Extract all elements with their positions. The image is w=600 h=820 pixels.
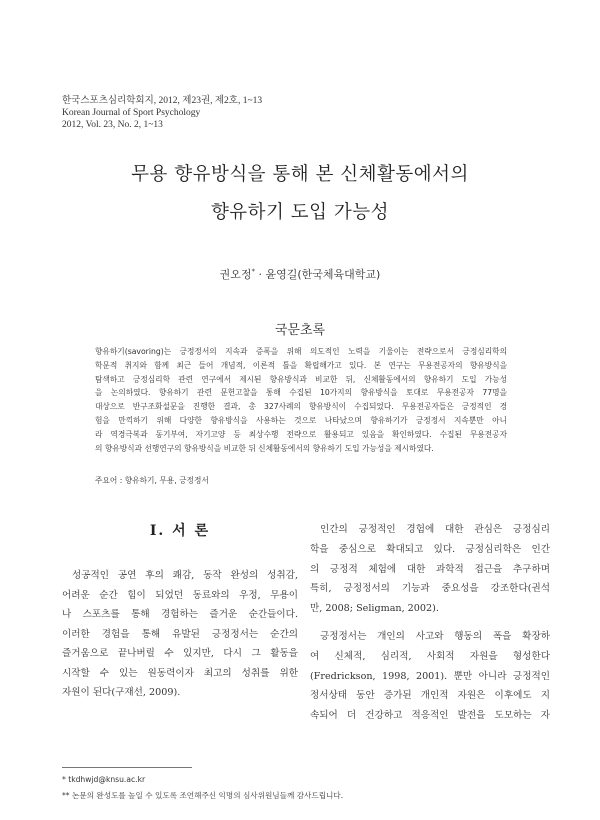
abstract-line: 탐색하고 긍정심리학 관련 연구에서 제시된 향유방식과 비교한 뒤, 신체활동에서의 향유하기 도입 가능성 [95,374,507,384]
author-2: · 윤영길(한국체육대학교) [255,268,381,281]
body-line: 만, 2008; Seligman, 2002). [310,603,439,615]
right-column-text [310,520,550,726]
section-heading-introduction: I. 서 론 [149,523,211,539]
abstract-body [95,345,507,455]
abstract-line: 을 논의하였다. 향유하기 관련 문헌고찰을 통해 수집된 10가지의 향유방식을 토대로 무용전공자 77명을 [95,388,507,398]
body-line: 나 스포츠를 통해 경험하는 즐거운 순간들이다. [62,609,298,620]
journal-line-korean: 한국스포츠심리학회지, 2012, 제23권, 제2호, 1~13 [62,96,263,106]
journal-line-english: Korean Journal of Sport Psychology [62,108,201,118]
abstract-line: 라 역경극복과 동기부여, 자기고양 등 최상수행 전략으로 활용되고 있음을 확인하였다. 수집된 무용전공자 [95,429,507,439]
abstract-line: 험을 만끽하기 위해 다양한 향유방식을 사용하는 것으로 나타났으며 향유하기가 긍정정서 지속뿐만 아니 [95,415,507,425]
paragraph-gap [310,619,550,627]
footnote-email: * tkdhwjd@knsu.ac.kr [62,775,146,784]
author-footnote-mark: * [251,267,256,276]
journal-info [62,95,262,131]
abstract-line: 의 향유방식과 선행연구의 향유방식을 비교한 뒤 신체활동에서의 향유하기 도입 가능성을 제시하였다. [95,443,434,453]
body-line: 이러한 경험을 통해 유발된 긍정정서는 순간의 [62,628,298,640]
journal-line-volume: 2012, Vol. 23, No. 2, 1~13 [62,120,163,130]
body-line: 자원이 된다(구재선, 2009). [62,687,181,698]
body-line: 속되어 더 건강하고 적응적인 발전을 도모하는 자 [310,710,550,722]
paper-title-line-2: 향유하기 도입 가능성 [210,202,390,223]
body-line: 어려운 순간 힘이 되었던 동료와의 우정, 무용이 [62,589,298,601]
footnotes [62,772,343,804]
body-line: (Fredrickson, 1998, 2001). 뿐만 아니라 긍정적인 [310,670,550,682]
body-line: 인간의 긍정적인 경험에 대한 관심은 긍정심리 [320,524,550,535]
body-line: 여 신체적, 심리적, 사회적 자원을 형성한다 [310,650,550,662]
body-line: 시작할 수 있는 원동력이자 최고의 성취를 위한 [62,667,298,679]
body-line: 즐거움으로 끝나버릴 수 있지만, 다시 그 활동을 [62,648,298,659]
keywords: 주요어 : 향유하기, 무용, 긍정정서 [95,476,209,485]
author-line [0,266,600,282]
body-line: 긍정정서는 개인의 사고와 행동의 폭을 확장하 [320,630,550,642]
abstract-heading: 국문초록 [274,323,326,338]
body-line: 정서상태 동안 증가된 개인적 자원은 이후에도 지 [310,690,550,702]
footnote-acknowledgement: ** 논문의 완성도를 높일 수 있도록 조언해주신 익명의 심사위원님들께 감사드립니다. [62,791,344,800]
abstract-line: 학문적 취지와 함께 최근 들어 개념적, 이론적 틀을 확립해가고 있다. 본 연구는 무용전공자의 향유방식을 [95,360,507,370]
author-1: 권오정 [219,268,252,281]
abstract-line: 향유하기(savoring)는 긍정정서의 지속과 증폭을 위해 의도적인 노력을 기울이는 전략으로서 긍정심리학의 [95,347,507,356]
left-column-text [62,566,298,703]
body-line: 성공적인 공연 후의 쾌감, 동작 완성의 성취감, [72,570,298,581]
paper-title-line-1: 무용 향유방식을 통해 본 신체활동에서의 [131,164,469,185]
abstract-line: 대상으로 반구조화설문을 진행한 결과, 총 327사례의 향유방식이 수집되었다. 무용전공자들은 긍정적인 경 [95,402,507,412]
body-line: 학을 중심으로 확대되고 있다. 긍정심리학은 인간 [310,543,550,555]
body-line: 특히, 긍정정서의 기능과 중요성을 강조한다(권석 [310,583,550,595]
footnote-divider [62,767,192,768]
body-line: 의 긍정적 체험에 대한 과학적 접근을 추구하며 [310,563,550,575]
